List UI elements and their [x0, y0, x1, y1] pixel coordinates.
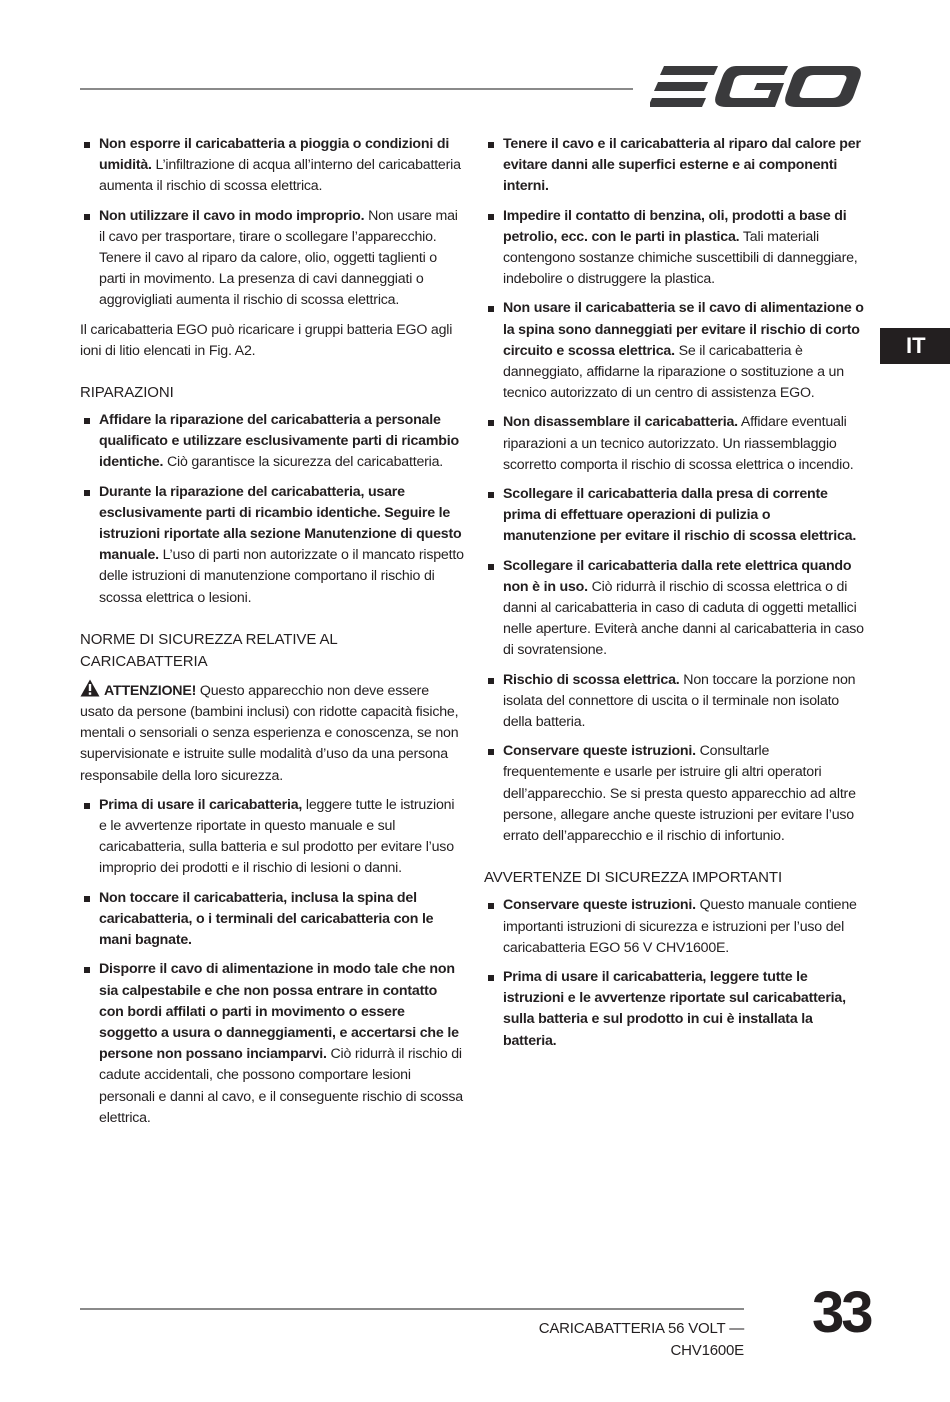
- item-bold-text: Conservare queste istruzioni.: [503, 743, 696, 760]
- ego-logo: [650, 62, 862, 112]
- list-item: [484, 412, 866, 476]
- warning-label: ATTENZIONE!: [104, 682, 197, 699]
- item-bold-text: Prima di usare il caricabatteria,: [99, 796, 303, 813]
- item-bold-text: Scollegare il caricabatteria dalla presa di corrente prima di effettuare operazioni di pulizia o manutenzione per evitare il rischio di scossa elettrica.: [503, 486, 857, 545]
- list-item: [484, 895, 866, 959]
- list-item: [80, 888, 465, 952]
- list-item: [484, 556, 866, 662]
- left-column: [80, 134, 465, 1137]
- item-text: Non usare mai il cavo per trasportare, tirare o scollegare l’apparecchio. Tenere il cavo al riparo da calore, olio, oggetti taglienti o parti in movimento. La presenza di cavi danneggiati o aggrovigliati aumenta il rischio di scossa elettrica.: [99, 207, 458, 309]
- intro-paragraph: Il caricabatteria EGO può ricaricare i gruppi batteria EGO agli ioni di litio elencati in Fig. A2.: [80, 321, 453, 359]
- list-item: [484, 670, 866, 734]
- footer-rule: [80, 1308, 744, 1310]
- list-item: [80, 959, 465, 1129]
- warning-paragraph: [80, 679, 465, 787]
- list-item: [80, 134, 465, 198]
- item-text: Se il caricabatteria è danneggiato, affidarne la riparazione o sostituzione a un tecnico autorizzato di un centro di assistenza EGO.: [503, 342, 844, 402]
- item-text: Tali materiali contengono sostanze chimiche suscettibili di danneggiare, indebolire o distruggere la plastica.: [503, 228, 858, 288]
- list-item: [484, 967, 866, 1052]
- item-bold-text: Scollegare il caricabatteria dalla rete elettrica quando non è in uso.: [503, 557, 852, 595]
- item-bold-text: Non esporre il caricabatteria a pioggia o condizioni di umidità.: [99, 136, 450, 174]
- item-text: L’uso di parti non autorizzate o il mancato rispetto delle istruzioni di manutenzione comportano il rischio di scossa elettrica o lesioni.: [99, 547, 464, 606]
- item-bold-text: Non toccare il caricabatteria, inclusa la spina del caricabatteria, o i terminali del caricabatteria con le mani bagnate.: [99, 889, 434, 949]
- item-bold-text: Non utilizzare il cavo in modo improprio.: [99, 207, 365, 224]
- item-bold-text: Impedire il contatto di benzina, oli, prodotti a base di petrolio, ecc. con le parti in plastica.: [503, 207, 847, 245]
- section-heading-repairs: RIPARAZIONI: [80, 384, 174, 402]
- item-text: leggere tutte le istruzioni e le avvertenze riportate in questo manuale e sul caricabatteria, sulla batteria e sul prodotto per evitare l’uso improprio dei prodotti e il rischio di lesioni o danni.: [99, 796, 455, 877]
- item-text: Ciò garantisce la sicurezza del caricabatteria.: [163, 454, 444, 471]
- footer-title: CARICABATTERIA 56 VOLT — CHV1600E: [538, 1320, 744, 1359]
- item-bold-text: Conservare queste istruzioni.: [503, 897, 696, 914]
- item-bold-text: Non disassemblare il caricabatteria.: [503, 414, 738, 431]
- warning-triangle-icon: [80, 679, 100, 697]
- list-item: [80, 795, 465, 880]
- item-bold-text: Rischio di scossa elettrica.: [503, 671, 680, 688]
- item-text: L’infiltrazione di acqua all’interno del caricabatteria aumenta il rischio di scossa elettrica.: [99, 157, 461, 195]
- item-text: Questo manuale contiene importanti istruzioni di sicurezza e istruzioni per l’uso del caricabatteria EGO 56 V CHV1600E.: [503, 897, 857, 956]
- section-heading-important: AVVERTENZE DI SICUREZZA IMPORTANTI: [484, 869, 783, 887]
- list-item: [484, 741, 866, 847]
- list-item: [484, 134, 866, 198]
- header-rule: [80, 88, 633, 90]
- item-bold-text: Affidare la riparazione del caricabatteria a personale qualificato e utilizzare esclusivamente parti di ricambio identiche.: [99, 412, 459, 471]
- right-column: [484, 134, 866, 1060]
- section-heading-safety: NORME DI SICUREZZA RELATIVE AL CARICABATTERIA: [80, 630, 338, 670]
- list-item: [484, 298, 866, 404]
- list-item: [80, 410, 465, 474]
- item-text: Non toccare la porzione non isolata del connettore di uscita o il terminale non isolato della batteria.: [503, 671, 856, 731]
- language-tab: IT: [880, 328, 950, 364]
- warning-text: Questo apparecchio non deve essere usato da persone (bambini inclusi) con ridotte capacità fisiche, mentali o sensoriali o senza esperienza e conoscenza, se non supervisionate e istruite sulle modalità d’uso da una persona responsabile della loro sicurezza.: [80, 682, 459, 784]
- item-text: Ciò ridurrà il rischio di cadute accidentali, che possono comportare lesioni personali e danni al cavo, e il conseguente rischio di scossa elettrica.: [99, 1046, 463, 1126]
- item-text: Ciò ridurrà il rischio di scossa elettrica o di danni al caricabatteria in caso di caduta di oggetti metallici nelle aperture. Eviterà anche danni al caricabatteria in caso di sovratensione.: [503, 578, 864, 659]
- item-bold-text: Disporre il cavo di alimentazione in modo tale che non sia calpestabile e che non possa entrare in contatto con bordi affilati o parti in movimento o essere soggetto a usura o danneggiamenti, e accertarsi che le persone non possano inciamparvi.: [99, 961, 459, 1063]
- list-item: [80, 206, 465, 312]
- list-item: [484, 206, 866, 291]
- item-text: Affidare eventuali riparazioni a un tecnico autorizzato. Un riassemblaggio scorretto comporta il rischio di scossa elettrica o incendio.: [503, 414, 854, 473]
- item-bold-text: Durante la riparazione del caricabatteria, usare esclusivamente parti di ricambio identiche. Seguire le istruzioni riportate alla sezione Manutenzione di questo manuale.: [99, 483, 462, 564]
- item-bold-text: Prima di usare il caricabatteria, leggere tutte le istruzioni e le avvertenze riportate sul caricabatteria, sulla batteria e sul prodotto in cui è installata la batteria.: [503, 968, 846, 1049]
- item-bold-text: Tenere il cavo e il caricabatteria al riparo dal calore per evitare danni alle superfici esterne e ai componenti interni.: [503, 136, 861, 195]
- item-text: Consultarle frequentemente e usarle per istruire gli altri operatori dell’apparecchio. Se si presta questo apparecchio ad altre persone, allegare anche queste istruzioni per evitare l’uso errato dell’apparecchio e il rischio di infortunio.: [503, 743, 856, 845]
- page-number: 33: [812, 1280, 871, 1345]
- list-item: [484, 484, 866, 548]
- item-bold-text: Non usare il caricabatteria se il cavo di alimentazione o la spina sono danneggiati per evitare il rischio di corto circuito e scossa elettrica.: [503, 300, 864, 359]
- list-item: [80, 482, 465, 609]
